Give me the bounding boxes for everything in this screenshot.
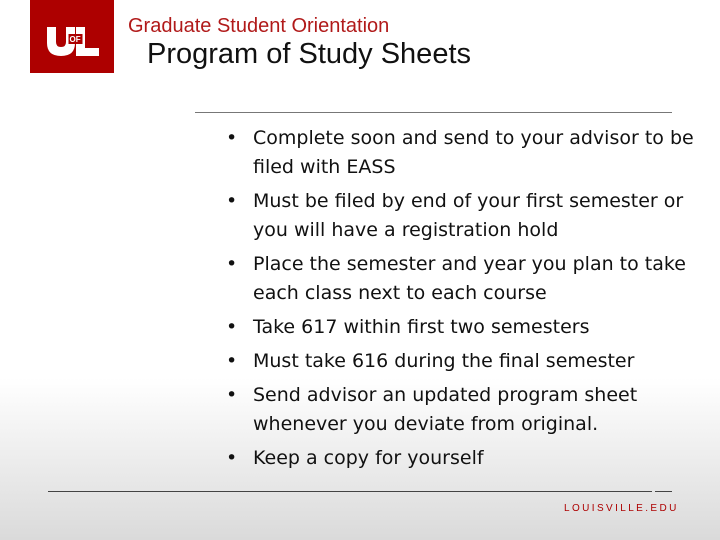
list-item	[224, 444, 694, 473]
bullet-list	[224, 124, 694, 478]
ul-logo-icon	[30, 0, 114, 73]
list-item	[224, 381, 694, 439]
list-item	[224, 250, 694, 308]
svg-text:OF: OF	[69, 35, 81, 44]
list-item-text: Keep a copy for yourself	[253, 447, 484, 469]
list-item-text: Must take 616 during the final semester	[253, 350, 635, 372]
bullet-icon: •	[226, 190, 238, 212]
footer-divider-short	[655, 491, 672, 492]
bullet-icon: •	[226, 127, 238, 149]
bullet-icon: •	[226, 316, 238, 338]
list-item-text: Must be filed by end of your first semester or you will have a registration hold	[253, 190, 684, 241]
bullet-icon: •	[226, 253, 238, 275]
list-item	[224, 187, 694, 245]
list-item	[224, 313, 694, 342]
list-item	[224, 347, 694, 376]
list-item-text: Send advisor an updated program sheet whenever you deviate from original.	[253, 384, 638, 435]
list-item	[224, 124, 694, 182]
footer-url: LOUISVILLE.EDU	[564, 503, 679, 514]
bullet-icon: •	[226, 384, 238, 406]
header-kicker: Graduate Student Orientation	[128, 15, 390, 37]
bullet-icon: •	[226, 350, 238, 372]
bullet-icon: •	[226, 447, 238, 469]
title-divider	[195, 112, 672, 113]
footer-divider	[48, 491, 652, 492]
ul-logo	[30, 0, 114, 73]
list-item-text: Place the semester and year you plan to take each class next to each course	[253, 253, 686, 304]
page-title: Program of Study Sheets	[147, 38, 471, 70]
list-item-text: Complete soon and send to your advisor to be filed with EASS	[253, 127, 694, 178]
list-item-text: Take 617 within first two semesters	[253, 316, 590, 338]
